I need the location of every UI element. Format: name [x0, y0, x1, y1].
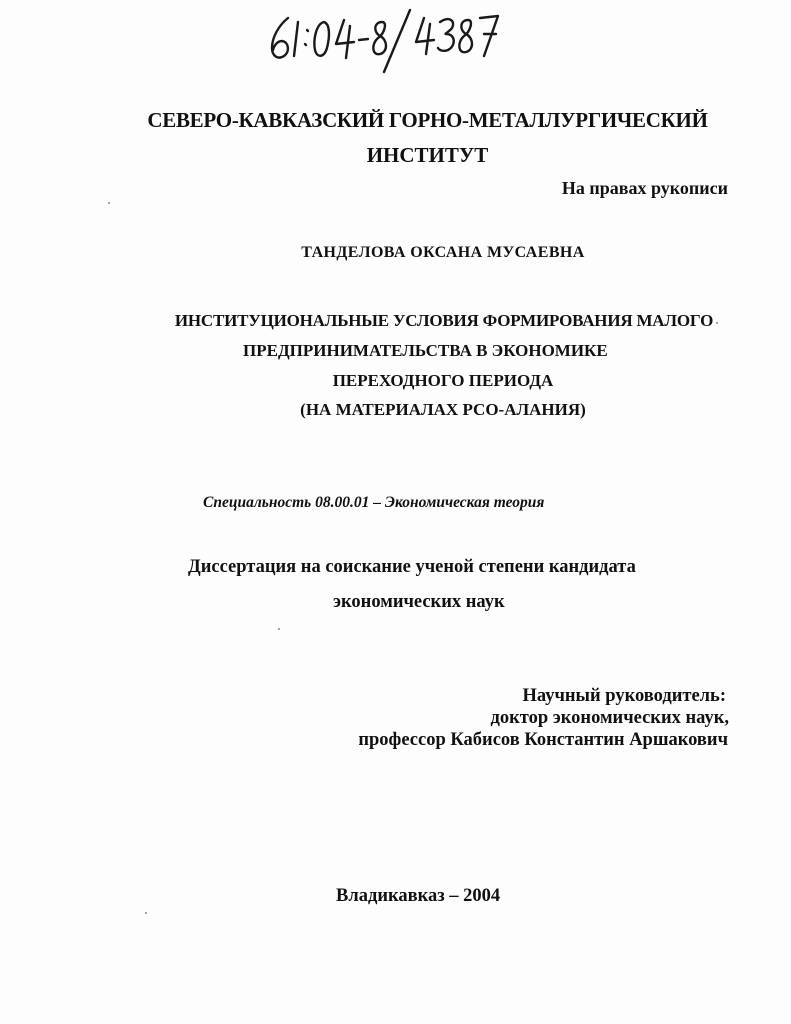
dissertation-title-line4: (НА МАТЕРИАЛАХ РСО-АЛАНИЯ)	[300, 400, 586, 419]
dissertation-title-line2: ПРЕДПРИНИМАТЕЛЬСТВА В ЭКОНОМИКЕ	[243, 341, 608, 360]
handwritten-archive-code	[258, 4, 508, 76]
supervisor-heading: Научный руководитель:	[522, 686, 726, 706]
scan-speck	[145, 912, 147, 914]
dissertation-title-line3: ПЕРЕХОДНОГО ПЕРИОДА	[332, 371, 554, 390]
author-name: ТАНДЕЛОВА ОКСАНА МУСАЕВНА	[301, 244, 585, 261]
supervisor-degree: доктор экономических наук,	[490, 708, 729, 728]
dissertation-title-line1: ИНСТИТУЦИОНАЛЬНЫЕ УСЛОВИЯ ФОРМИРОВАНИЯ МАЛОГО	[174, 311, 714, 330]
specialty: Специальность 08.00.01 – Экономическая теория	[203, 494, 545, 511]
dissertation-degree-line2: экономических наук	[333, 592, 505, 612]
manuscript-rights-note: На правах рукописи	[561, 178, 728, 198]
city-and-year: Владикавказ – 2004	[336, 886, 501, 906]
supervisor-name: профессор Кабисов Константин Аршакович	[358, 730, 728, 750]
institution-name-line1: СЕВЕРО-КАВКАЗСКИЙ ГОРНО-МЕТАЛЛУРГИЧЕСКИЙ	[147, 108, 708, 132]
institution-name-line2: ИНСТИТУТ	[366, 143, 489, 167]
scan-speck	[108, 202, 110, 204]
scan-speck	[716, 322, 718, 324]
dissertation-degree-line1: Диссертация на соискание ученой степени кандидата	[188, 557, 636, 577]
scan-speck	[278, 628, 280, 630]
